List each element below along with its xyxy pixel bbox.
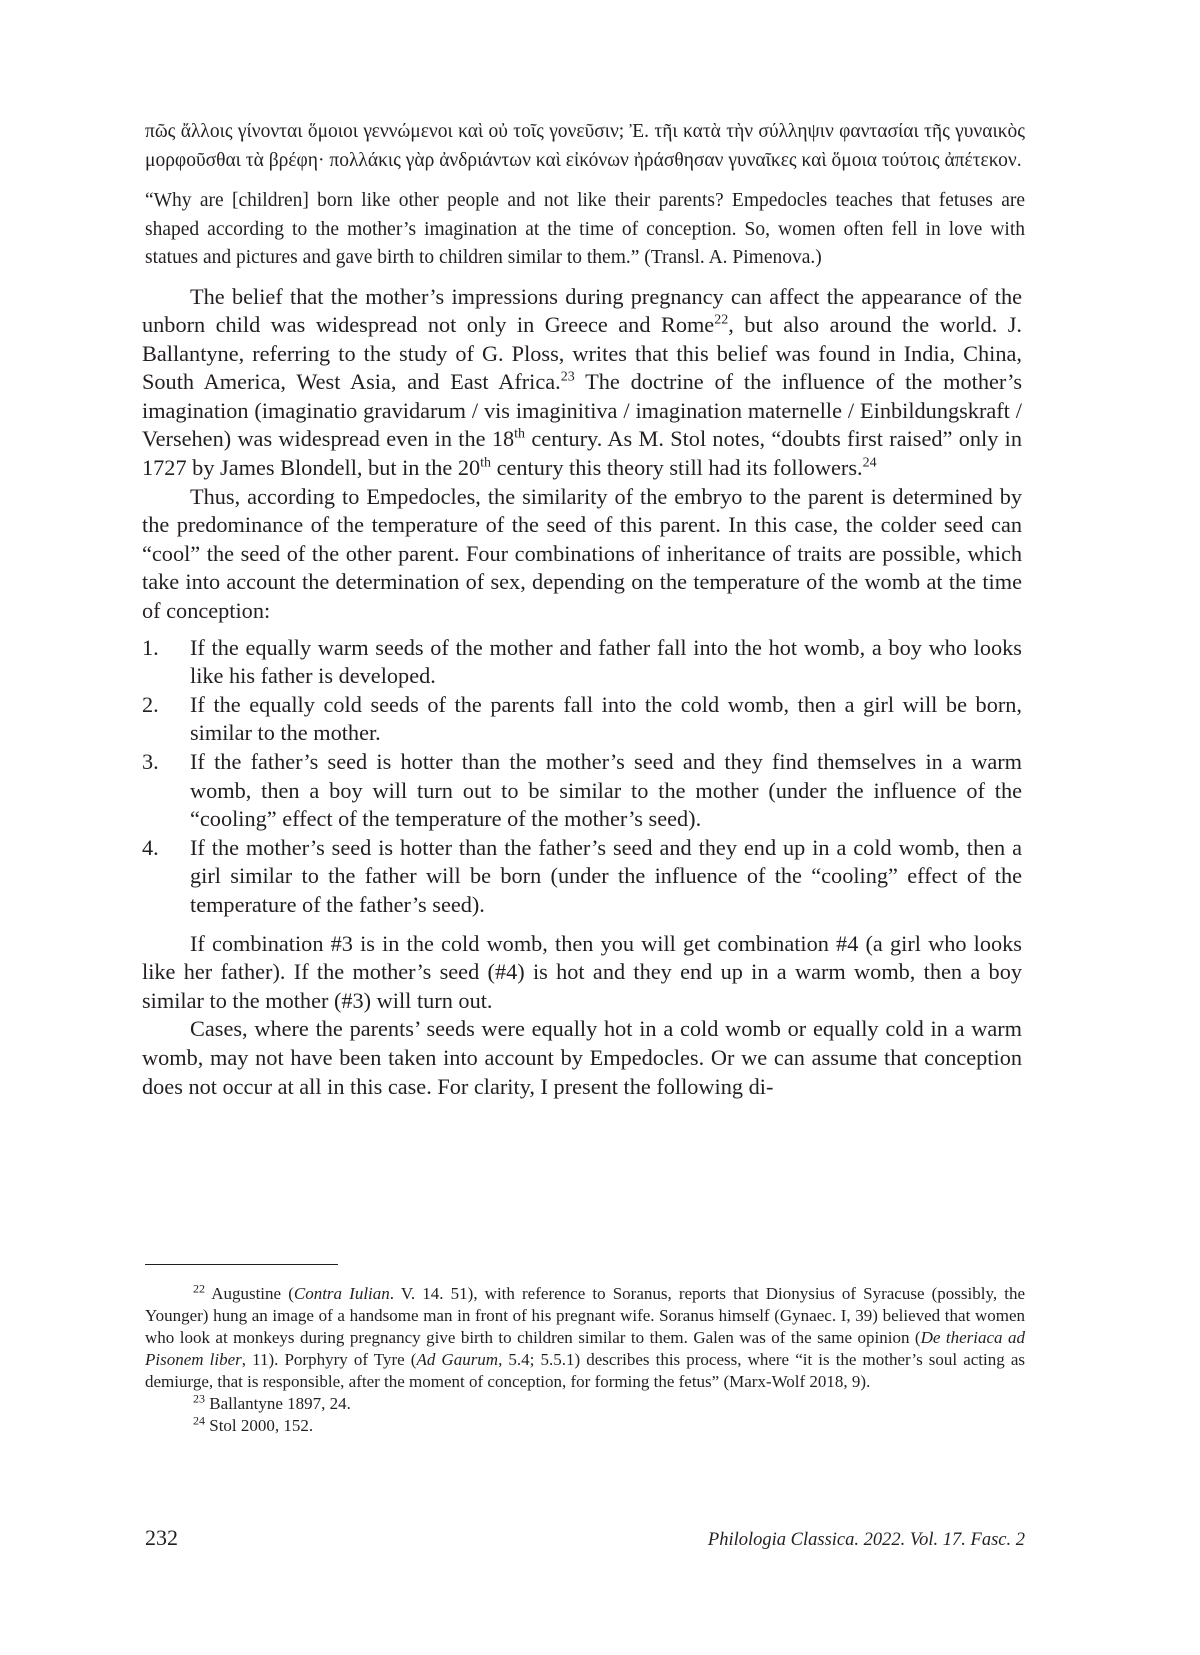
footnote-22: $^{22}$ Augustine (Contra Iulian. V. 14. 51), with reference to Soranus, reports that Dionysius of Syracuse (possibly, the Younger) hung an image of a handsome man in front of his pregnant wife. Soranus himself (Gynaec. I, 39) believed that women who look at monkeys during pregnancy give birth to children similar to them. Galen was of the same opinion (De theriaca ad Pisonem liber, 11). Porphyry of Tyre (Ad Gaurum, 5.4; 5.5.1) describes this process, where “it is the mother’s soul acting as demiurge, that is responsible, after the moment of conception, for forming the fetus” (Marx-Wolf 2018, 9). xyxy=(145,1281,1025,1391)
list-item: 4. If the mother’s seed is hotter than the father’s seed and they end up in a cold womb, then a girl similar to the father will be born (under the influence of the “cooling” effect of the temperature of the father’s seed). xyxy=(142,834,1022,917)
list-item: 2. If the equally cold seeds of the parents fall into the cold womb, then a girl will be born, similar to the mother. xyxy=(142,691,1022,746)
combinations-list xyxy=(142,634,1022,920)
footnote-ref-23[interactable]: 23 xyxy=(560,369,575,385)
greek-quote: πῶς ἄλλοις γίνονται ὅμοιοι γεννώμενοι καὶ οὐ τοῖς γονεῦσιν; Ἐ. τῆι κατὰ τὴν σύλληψιν φαντασίαι τῆς γυναικὸς μορφοῦσθαι τὰ βρέφη· πολλάκις γὰρ ἀνδριάντων καὶ εἰκόνων ἠράσθησαν γυναῖκες καὶ ὅμοια τούτοις ἀπέτεκον. xyxy=(145,121,1025,171)
footnote-ref-22[interactable]: 22 xyxy=(714,312,729,328)
footnote-24: $^{24}$ Stol 2000, 152. xyxy=(193,1413,314,1435)
paragraph-1: The belief that the mother’s impressions during pregnancy can affect the appearance of the unborn child was widespread not only in Greece and Rome$^{22}$, but also around the world. J. Ballantyne, referring to the study of G. Ploss, writes that this belief was found in India, China, South America, West Asia, and East Africa.$^{23}$ The doctrine of the influence of the mother’s imagination (imaginatio gravidarum / vis imaginitiva / imagination maternelle / Einbildungskraft / Versehen) was widespread even in the 18th century. As M. Stol notes, “doubts first raised” only in 1727 by James Blondell, but in the 20th century this theory still had its followers.$^{24}$ xyxy=(142,283,1022,481)
page-footer xyxy=(145,1525,1025,1551)
main-text xyxy=(142,118,1025,1101)
footnotes xyxy=(145,1283,1025,1437)
footnote-23: $^{23}$ Ballantyne 1897, 24. xyxy=(193,1391,351,1413)
footnote-divider xyxy=(145,1264,338,1265)
paragraph-3: If combination #3 is in the cold womb, then you will get combination #4 (a girl who looks like her father). If the mother’s seed (#4) is hot and they end up in a warm womb, then a boy similar to the mother (#3) will turn out. xyxy=(142,930,1022,1013)
paragraph-4: Cases, where the parents’ seeds were equally hot in a cold womb or equally cold in a warm womb, may not have been taken into account by Empedocles. Or we can assume that conception does not occur at all in this case. For clarity, I present the following di- xyxy=(142,1016,1022,1099)
list-item: 1. If the equally warm seeds of the mother and father fall into the hot womb, a boy who looks like his father is developed. xyxy=(142,634,1022,689)
paragraph-2: Thus, according to Empedocles, the similarity of the embryo to the parent is determined by the predominance of the temperature of the seed of this parent. In this case, the colder seed can “cool” the seed of the other parent. Four combinations of inheritance of traits are possible, which take into account the determination of sex, depending on the temperature of the womb at the time of conception: xyxy=(142,483,1022,624)
body-text xyxy=(142,283,1022,1102)
list-item: 3. If the father’s seed is hotter than the mother’s seed and they find themselves in a warm womb, then a boy will turn out to be similar to the mother (under the influence of the “cooling” effect of the temperature of the mother’s seed). xyxy=(142,749,1022,832)
page-number: 232 xyxy=(145,1525,178,1550)
journal-citation: Philologia Classica. 2022. Vol. 17. Fasc. 2 xyxy=(707,1530,1025,1550)
footnote-ref-24[interactable]: 24 xyxy=(862,455,877,471)
translation-quote: “Why are [children] born like other people and not like their parents? Empedocles teaches that fetuses are shaped according to the mother’s imagination at the time of conception. So, women often fell in love with statues and pictures and gave birth to children similar to them.” (Transl. A. Pimenova.) xyxy=(145,190,1025,268)
